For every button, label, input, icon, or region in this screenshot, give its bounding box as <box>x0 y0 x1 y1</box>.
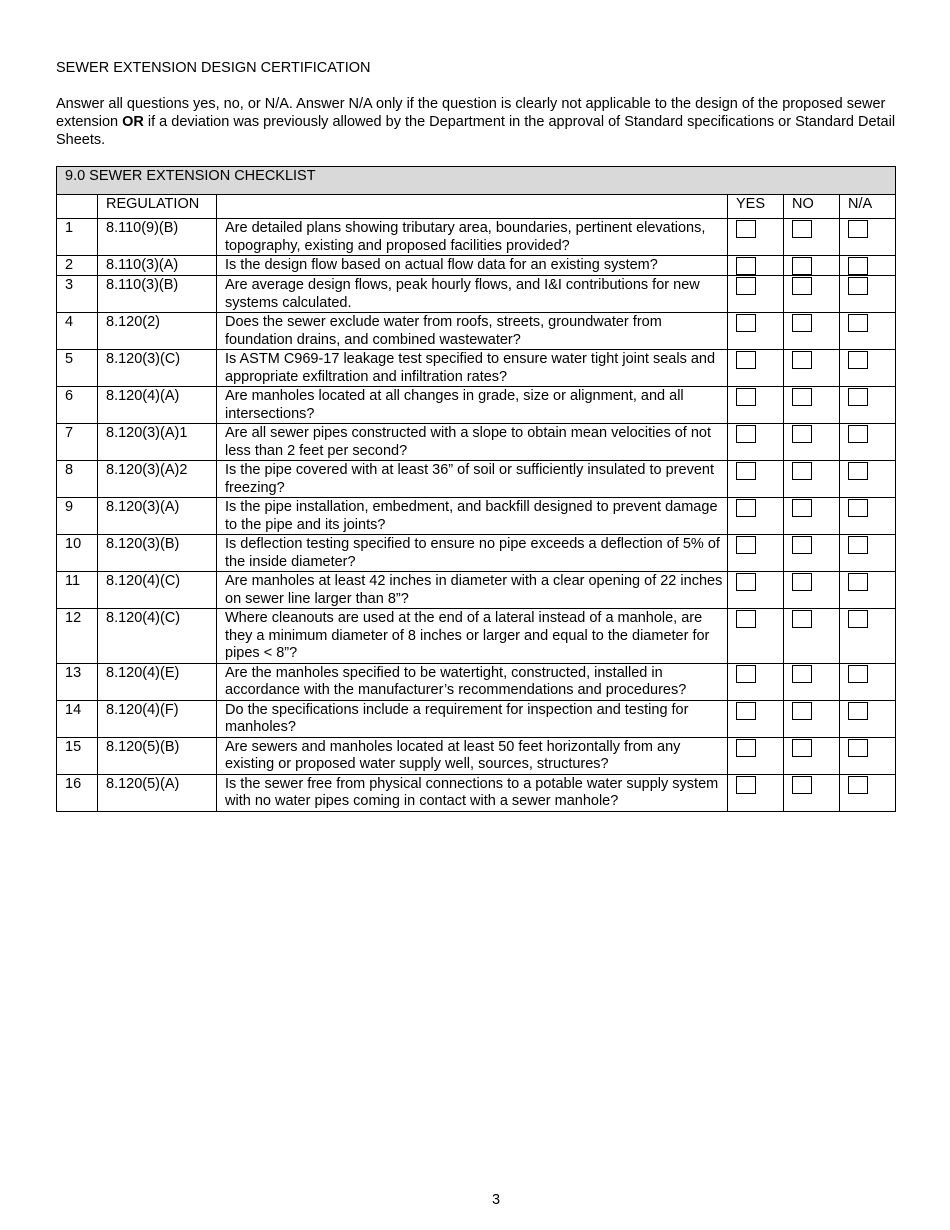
yes-cell <box>728 498 784 535</box>
no-cell <box>784 256 840 276</box>
yes-cell <box>728 350 784 387</box>
yes-cell <box>728 256 784 276</box>
na-cell <box>840 256 896 276</box>
yes-checkbox[interactable] <box>736 536 756 554</box>
number-column-header <box>57 195 98 219</box>
row-number: 11 <box>57 572 98 609</box>
yes-checkbox[interactable] <box>736 573 756 591</box>
na-checkbox[interactable] <box>848 776 868 794</box>
na-checkbox[interactable] <box>848 314 868 332</box>
row-question: Do the specifications include a requirement for inspection and testing for manholes? <box>217 700 728 737</box>
no-cell <box>784 387 840 424</box>
row-number: 4 <box>57 313 98 350</box>
na-cell <box>840 535 896 572</box>
na-cell <box>840 737 896 774</box>
no-checkbox[interactable] <box>792 462 812 480</box>
row-number: 7 <box>57 424 98 461</box>
na-checkbox[interactable] <box>848 610 868 628</box>
row-question: Is deflection testing specified to ensure no pipe exceeds a deflection of 5% of the inside diameter? <box>217 535 728 572</box>
row-number: 13 <box>57 663 98 700</box>
no-cell <box>784 535 840 572</box>
yes-checkbox[interactable] <box>736 220 756 238</box>
row-regulation: 8.110(9)(B) <box>98 219 217 256</box>
no-checkbox[interactable] <box>792 665 812 683</box>
yes-cell <box>728 313 784 350</box>
na-checkbox[interactable] <box>848 351 868 369</box>
na-cell <box>840 498 896 535</box>
yes-checkbox[interactable] <box>736 499 756 517</box>
yes-checkbox[interactable] <box>736 702 756 720</box>
no-cell <box>784 498 840 535</box>
table-row <box>57 219 896 256</box>
na-cell <box>840 461 896 498</box>
row-regulation: 8.120(3)(A) <box>98 498 217 535</box>
table-row <box>57 609 896 664</box>
no-checkbox[interactable] <box>792 277 812 295</box>
row-question: Does the sewer exclude water from roofs, streets, groundwater from foundation drains, and combined wastewater? <box>217 313 728 350</box>
row-number: 10 <box>57 535 98 572</box>
na-checkbox[interactable] <box>848 536 868 554</box>
row-question: Is the pipe installation, embedment, and backfill designed to prevent damage to the pipe and its joints? <box>217 498 728 535</box>
row-question: Are average design flows, peak hourly flows, and I&I contributions for new systems calculated. <box>217 276 728 313</box>
table-row <box>57 424 896 461</box>
row-number: 3 <box>57 276 98 313</box>
row-regulation: 8.120(3)(C) <box>98 350 217 387</box>
row-number: 12 <box>57 609 98 664</box>
na-column-header: N/A <box>840 195 896 219</box>
regulation-column-header: REGULATION <box>98 195 217 219</box>
no-cell <box>784 313 840 350</box>
table-row <box>57 387 896 424</box>
na-cell <box>840 700 896 737</box>
row-number: 2 <box>57 256 98 276</box>
no-checkbox[interactable] <box>792 536 812 554</box>
checklist-header-row <box>57 195 896 219</box>
row-number: 16 <box>57 774 98 811</box>
na-cell <box>840 350 896 387</box>
na-checkbox[interactable] <box>848 257 868 275</box>
na-checkbox[interactable] <box>848 462 868 480</box>
table-row <box>57 350 896 387</box>
na-cell <box>840 424 896 461</box>
row-question: Is the pipe covered with at least 36” of soil or sufficiently insulated to prevent freezing? <box>217 461 728 498</box>
table-row <box>57 663 896 700</box>
yes-checkbox[interactable] <box>736 257 756 275</box>
yes-checkbox[interactable] <box>736 314 756 332</box>
row-number: 8 <box>57 461 98 498</box>
yes-checkbox[interactable] <box>736 351 756 369</box>
no-checkbox[interactable] <box>792 610 812 628</box>
yes-checkbox[interactable] <box>736 462 756 480</box>
yes-cell <box>728 276 784 313</box>
instructions-emphasis: OR <box>122 114 144 130</box>
instructions-paragraph <box>56 95 896 149</box>
yes-checkbox[interactable] <box>736 739 756 757</box>
row-regulation: 8.110(3)(A) <box>98 256 217 276</box>
table-row <box>57 498 896 535</box>
no-cell <box>784 572 840 609</box>
row-question: Is ASTM C969-17 leakage test specified to ensure water tight joint seals and appropriate exfiltration and infiltration rates? <box>217 350 728 387</box>
na-cell <box>840 609 896 664</box>
no-cell <box>784 219 840 256</box>
yes-cell <box>728 461 784 498</box>
yes-cell <box>728 387 784 424</box>
row-regulation: 8.120(3)(B) <box>98 535 217 572</box>
no-cell <box>784 461 840 498</box>
no-cell <box>784 276 840 313</box>
yes-cell <box>728 609 784 664</box>
table-row <box>57 774 896 811</box>
yes-checkbox[interactable] <box>736 425 756 443</box>
row-question: Are sewers and manholes located at least 50 feet horizontally from any existing or proposed water supply well, sources, structures? <box>217 737 728 774</box>
yes-checkbox[interactable] <box>736 610 756 628</box>
na-cell <box>840 572 896 609</box>
row-regulation: 8.120(5)(A) <box>98 774 217 811</box>
question-column-header <box>217 195 728 219</box>
document-title: SEWER EXTENSION DESIGN CERTIFICATION <box>56 60 371 76</box>
na-checkbox[interactable] <box>848 499 868 517</box>
na-cell <box>840 774 896 811</box>
yes-cell <box>728 774 784 811</box>
row-regulation: 8.120(5)(B) <box>98 737 217 774</box>
no-checkbox[interactable] <box>792 220 812 238</box>
no-cell <box>784 700 840 737</box>
no-cell <box>784 350 840 387</box>
row-regulation: 8.120(4)(C) <box>98 572 217 609</box>
yes-checkbox[interactable] <box>736 665 756 683</box>
no-cell <box>784 737 840 774</box>
row-number: 14 <box>57 700 98 737</box>
row-question: Is the sewer free from physical connections to a potable water supply system with no water pipes coming in contact with a sewer manhole? <box>217 774 728 811</box>
na-checkbox[interactable] <box>848 388 868 406</box>
yes-checkbox[interactable] <box>736 277 756 295</box>
na-cell <box>840 276 896 313</box>
row-regulation: 8.120(4)(E) <box>98 663 217 700</box>
na-checkbox[interactable] <box>848 702 868 720</box>
yes-cell <box>728 663 784 700</box>
table-row <box>57 276 896 313</box>
na-cell <box>840 219 896 256</box>
no-checkbox[interactable] <box>792 573 812 591</box>
table-row <box>57 313 896 350</box>
na-cell <box>840 663 896 700</box>
no-checkbox[interactable] <box>792 776 812 794</box>
row-question: Are all sewer pipes constructed with a slope to obtain mean velocities of not less than 2 feet per second? <box>217 424 728 461</box>
yes-cell <box>728 219 784 256</box>
no-cell <box>784 663 840 700</box>
row-regulation: 8.110(3)(B) <box>98 276 217 313</box>
no-cell <box>784 609 840 664</box>
checklist-heading: 9.0 SEWER EXTENSION CHECKLIST <box>57 167 896 195</box>
row-number: 15 <box>57 737 98 774</box>
row-regulation: 8.120(3)(A)2 <box>98 461 217 498</box>
na-checkbox[interactable] <box>848 220 868 238</box>
row-regulation: 8.120(4)(A) <box>98 387 217 424</box>
no-checkbox[interactable] <box>792 425 812 443</box>
row-regulation: 8.120(4)(C) <box>98 609 217 664</box>
yes-cell <box>728 737 784 774</box>
yes-cell <box>728 535 784 572</box>
row-number: 5 <box>57 350 98 387</box>
no-checkbox[interactable] <box>792 499 812 517</box>
no-checkbox[interactable] <box>792 314 812 332</box>
no-checkbox[interactable] <box>792 388 812 406</box>
table-row <box>57 700 896 737</box>
table-row <box>57 572 896 609</box>
yes-cell <box>728 572 784 609</box>
row-regulation: 8.120(4)(F) <box>98 700 217 737</box>
na-checkbox[interactable] <box>848 425 868 443</box>
yes-checkbox[interactable] <box>736 776 756 794</box>
table-row <box>57 535 896 572</box>
no-cell <box>784 424 840 461</box>
na-cell <box>840 387 896 424</box>
row-number: 1 <box>57 219 98 256</box>
na-checkbox[interactable] <box>848 739 868 757</box>
page-number: 3 <box>491 1192 501 1208</box>
row-question: Where cleanouts are used at the end of a lateral instead of a manhole, are they a minimum diameter of 8 inches or larger and equal to the diameter for pipes < 8”? <box>217 609 728 664</box>
row-question: Are detailed plans showing tributary area, boundaries, pertinent elevations, topography, existing and proposed facilities provided? <box>217 219 728 256</box>
no-checkbox[interactable] <box>792 257 812 275</box>
no-checkbox[interactable] <box>792 739 812 757</box>
instructions-text-part2: if a deviation was previously allowed by the Department in the approval of Standard specifications or Standard Detail Sheets. <box>56 114 896 148</box>
row-regulation: 8.120(3)(A)1 <box>98 424 217 461</box>
row-question: Is the design flow based on actual flow data for an existing system? <box>217 256 728 276</box>
row-question: Are manholes located at all changes in grade, size or alignment, and all intersections? <box>217 387 728 424</box>
row-number: 6 <box>57 387 98 424</box>
table-row <box>57 256 896 276</box>
table-row <box>57 737 896 774</box>
yes-column-header: YES <box>728 195 784 219</box>
na-checkbox[interactable] <box>848 573 868 591</box>
sewer-extension-checklist-table <box>56 166 896 812</box>
checklist-title-row <box>57 167 896 195</box>
row-question: Are manholes at least 42 inches in diameter with a clear opening of 22 inches on sewer line larger than 8”? <box>217 572 728 609</box>
row-number: 9 <box>57 498 98 535</box>
no-cell <box>784 774 840 811</box>
na-checkbox[interactable] <box>848 277 868 295</box>
na-cell <box>840 313 896 350</box>
yes-checkbox[interactable] <box>736 388 756 406</box>
yes-cell <box>728 424 784 461</box>
instructions-text-part1: Answer all questions yes, no, or N/A. Answer N/A only if the question is clearly not applicable to the design of the proposed sewer extension <box>56 96 886 130</box>
no-checkbox[interactable] <box>792 702 812 720</box>
table-row <box>57 461 896 498</box>
row-question: Are the manholes specified to be watertight, constructed, installed in accordance with the manufacturer’s recommendations and procedures? <box>217 663 728 700</box>
row-regulation: 8.120(2) <box>98 313 217 350</box>
na-checkbox[interactable] <box>848 665 868 683</box>
yes-cell <box>728 700 784 737</box>
no-column-header: NO <box>784 195 840 219</box>
no-checkbox[interactable] <box>792 351 812 369</box>
